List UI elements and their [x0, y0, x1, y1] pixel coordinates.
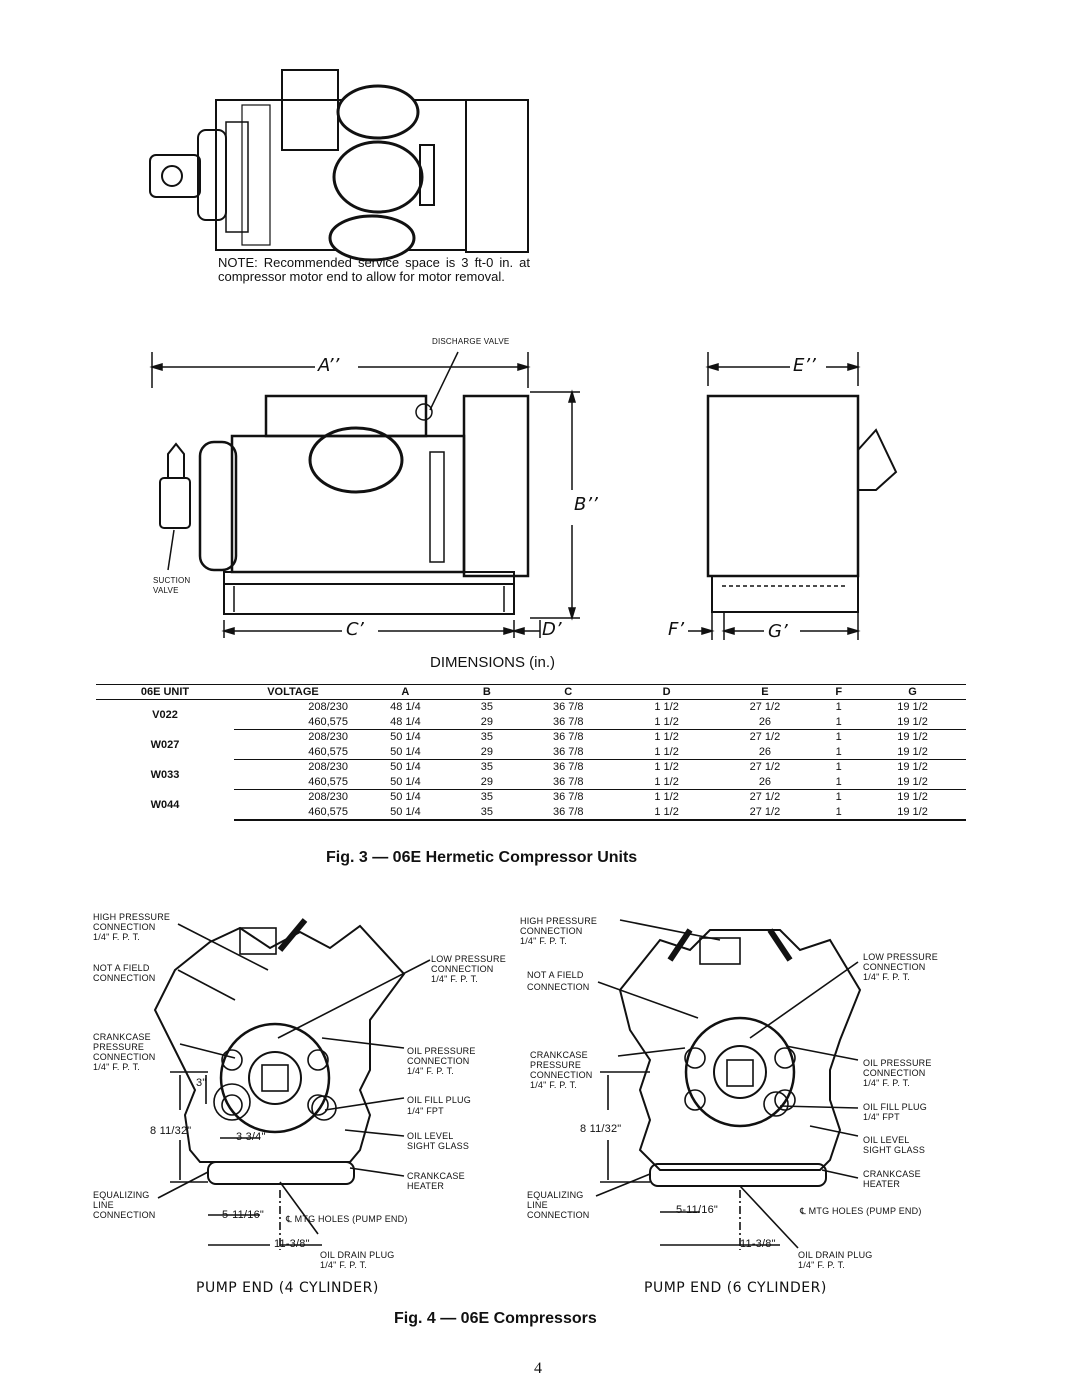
table-cell: 208/230	[308, 731, 348, 744]
table-cell: 50 1/4	[352, 775, 459, 790]
dim-g-label: G’	[768, 621, 788, 642]
p4-oil-drain-2: 1/4" F. P. T.	[320, 1260, 367, 1270]
p4-oil-pressure-2: CONNECTION	[407, 1056, 470, 1066]
p6-dim-11: 11-3/8"	[740, 1238, 776, 1250]
table-cell: 36 7/8	[515, 715, 622, 730]
table-cell: 460,575	[234, 805, 352, 821]
p4-oil-pressure-3: 1/4" F. P. T.	[407, 1066, 454, 1076]
unit-cell: W033	[150, 768, 180, 781]
table-cell: 1 1/2	[622, 805, 712, 821]
compressor-top-view-drawing	[0, 0, 1080, 260]
p6-oil-drain-1: OIL DRAIN PLUG	[798, 1250, 873, 1260]
fig3-caption: Fig. 3 — 06E Hermetic Compressor Units	[326, 849, 638, 866]
table-cell: 1	[835, 701, 842, 714]
p4-oil-level-2: SIGHT GLASS	[407, 1141, 470, 1151]
p4-crankcase-pressure-3: CONNECTION	[93, 1052, 156, 1062]
p6-mtg-holes: ℄ MTG HOLES (PUMP END)	[800, 1206, 922, 1216]
table-cell: 36 7/8	[515, 805, 622, 821]
table-cell: 27 1/2	[712, 805, 819, 821]
p6-crankcase-pressure-2: PRESSURE	[530, 1060, 582, 1070]
table-cell: 36 7/8	[515, 745, 622, 760]
suction-valve-label-1: SUCTION	[153, 576, 191, 585]
table-cell: 208/230	[308, 701, 348, 714]
p4-low-pressure-1: LOW PRESSURE	[431, 954, 506, 964]
dim-b-label: B’’	[574, 494, 598, 515]
table-cell: 19 1/2	[859, 715, 966, 730]
table-cell: 1	[818, 745, 859, 760]
p4-dim-3-3-4: 3 3/4"	[236, 1131, 266, 1143]
table-cell: 19 1/2	[859, 805, 966, 821]
p6-crankcase-pressure-3: CONNECTION	[530, 1070, 593, 1080]
table-cell: 1 1/2	[622, 745, 712, 760]
p6-crankcase-heater-2: HEATER	[863, 1179, 901, 1189]
p6-equalizing-2: LINE	[527, 1200, 548, 1210]
p6-oil-level-2: SIGHT GLASS	[863, 1145, 926, 1155]
p6-not-field-1: NOT A FIELD	[527, 970, 584, 980]
dim-a-label: A’’	[318, 355, 340, 376]
p4-crankcase-heater-2: HEATER	[407, 1181, 445, 1191]
p6-oil-fill-1: OIL FILL PLUG	[863, 1102, 927, 1112]
table-cell: 19 1/2	[897, 731, 928, 744]
suction-valve-label-2: VALVE	[153, 586, 179, 595]
p4-equalizing-3: CONNECTION	[93, 1210, 156, 1220]
table-cell: 29	[459, 745, 515, 760]
dim-c-label: C’	[346, 619, 364, 640]
p6-high-pressure-1: HIGH PRESSURE	[520, 916, 598, 926]
table-body	[96, 700, 966, 821]
table-cell: 50 1/4	[352, 805, 459, 821]
col-header: D	[622, 685, 712, 700]
table-cell: 36 7/8	[552, 701, 584, 714]
p4-oil-pressure-1: OIL PRESSURE	[407, 1046, 476, 1056]
p4-crankcase-pressure-1: CRANKCASE	[93, 1032, 151, 1042]
p4-dim-11: 11-3/8"	[274, 1238, 310, 1250]
col-header: E	[712, 685, 819, 700]
table-cell: 27 1/2	[749, 761, 781, 774]
p4-dim-5: 5-11/16"	[222, 1209, 264, 1221]
table-cell: 19 1/2	[897, 761, 928, 774]
table-cell: 48 1/4	[352, 715, 459, 730]
p4-low-pressure-2: CONNECTION	[431, 964, 494, 974]
col-header: F	[818, 685, 859, 700]
table-cell: 50 1/4	[390, 791, 421, 804]
p4-crankcase-pressure-2: PRESSURE	[93, 1042, 145, 1052]
table-cell: 1 1/2	[654, 761, 679, 774]
table-cell: 50 1/4	[352, 745, 459, 760]
p6-low-pressure-2: CONNECTION	[863, 962, 926, 972]
table-row	[96, 700, 966, 715]
p4-equalizing-2: LINE	[93, 1200, 114, 1210]
table-row	[96, 730, 966, 745]
unit-cell: W027	[150, 738, 180, 751]
p4-high-pressure-2: CONNECTION	[93, 922, 156, 932]
table-cell: 35	[459, 805, 515, 821]
table-cell: 27 1/2	[749, 791, 781, 804]
table-cell: 208/230	[308, 791, 348, 804]
p6-equalizing-3: CONNECTION	[527, 1210, 590, 1220]
p6-equalizing-1: EQUALIZING	[527, 1190, 584, 1200]
table-cell: 29	[459, 775, 515, 790]
table-cell: 36 7/8	[552, 761, 584, 774]
table-cell: 19 1/2	[897, 701, 928, 714]
p4-dim-8: 8 11/32"	[150, 1125, 192, 1137]
table-cell: 1	[835, 731, 842, 744]
p6-oil-pressure-2: CONNECTION	[863, 1068, 926, 1078]
p4-crankcase-pressure-4: 1/4" F. P. T.	[93, 1062, 140, 1072]
p4-dim-3: 3"	[196, 1077, 207, 1089]
p6-oil-drain-2: 1/4" F. P. T.	[798, 1260, 845, 1270]
table-cell: 19 1/2	[859, 775, 966, 790]
col-header: 06E UNIT	[96, 685, 234, 700]
col-header: C	[515, 685, 622, 700]
service-space-note: NOTE: Recommended service space is 3 ft-0 in. at compressor motor end to allow for motor removal.	[218, 255, 530, 284]
table-cell: 35	[480, 701, 493, 714]
p6-low-pressure-1: LOW PRESSURE	[863, 952, 938, 962]
p4-oil-drain-1: OIL DRAIN PLUG	[320, 1250, 395, 1260]
p6-oil-pressure-3: 1/4" F. P. T.	[863, 1078, 910, 1088]
p6-crankcase-heater-1: CRANKCASE	[863, 1169, 921, 1179]
table-cell: 27 1/2	[749, 731, 781, 744]
p6-oil-level-1: OIL LEVEL	[863, 1135, 910, 1145]
p6-high-pressure-3: 1/4" F. P. T.	[520, 936, 567, 946]
table-cell: 1	[818, 715, 859, 730]
p6-oil-pressure-1: OIL PRESSURE	[863, 1058, 932, 1068]
table-cell: 26	[712, 715, 819, 730]
table-cell: 1 1/2	[622, 715, 712, 730]
p6-dim-5: 5-11/16"	[676, 1204, 718, 1216]
p6-dim-8: 8 11/32"	[580, 1123, 622, 1135]
table-cell: 36 7/8	[552, 731, 584, 744]
col-header: VOLTAGE	[234, 685, 352, 700]
p6-high-pressure-2: CONNECTION	[520, 926, 583, 936]
dimensions-title: DIMENSIONS (in.)	[430, 654, 556, 671]
col-header: B	[459, 685, 515, 700]
table-row	[96, 790, 966, 805]
table-cell: 19 1/2	[897, 791, 928, 804]
p6-oil-fill-2: 1/4" FPT	[863, 1112, 900, 1122]
table-cell: 208/230	[308, 761, 348, 774]
table-cell: 1 1/2	[654, 731, 679, 744]
unit-cell: V022	[152, 708, 178, 721]
p4-high-pressure-3: 1/4" F. P. T.	[93, 932, 140, 942]
pump-end-4-caption: PUMP END (4 CYLINDER)	[196, 1280, 379, 1296]
table-cell: 1 1/2	[622, 775, 712, 790]
table-cell: 27 1/2	[749, 701, 781, 714]
table-cell: 35	[480, 761, 493, 774]
p4-high-pressure-1: HIGH PRESSURE	[93, 912, 171, 922]
table-cell: 460,575	[234, 745, 352, 760]
table-cell: 26	[712, 745, 819, 760]
p4-oil-level-1: OIL LEVEL	[407, 1131, 454, 1141]
table-cell: 460,575	[234, 715, 352, 730]
p4-not-field-1: NOT A FIELD	[93, 963, 150, 973]
table-header-row	[96, 685, 966, 700]
table-cell: 35	[480, 731, 493, 744]
p4-oil-fill-1: OIL FILL PLUG	[407, 1095, 471, 1105]
p4-mtg-holes: ℄ MTG HOLES (PUMP END)	[286, 1214, 408, 1224]
p4-low-pressure-3: 1/4" F. P. T.	[431, 974, 478, 984]
table-cell: 1	[818, 805, 859, 821]
table-cell: 1	[835, 761, 842, 774]
table-cell: 50 1/4	[390, 761, 421, 774]
table-cell: 19 1/2	[859, 745, 966, 760]
unit-cell: W044	[150, 798, 180, 811]
table-cell: 36 7/8	[515, 775, 622, 790]
p6-crankcase-pressure-4: 1/4" F. P. T.	[530, 1080, 577, 1090]
fig4-caption: Fig. 4 — 06E Compressors	[394, 1310, 597, 1327]
table-cell: 36 7/8	[552, 791, 584, 804]
p4-not-field-2: CONNECTION	[93, 973, 156, 983]
p6-low-pressure-3: 1/4" F. P. T.	[863, 972, 910, 982]
table-cell: 460,575	[234, 775, 352, 790]
p6-not-field-2: CONNECTION	[527, 982, 590, 992]
table-cell: 29	[459, 715, 515, 730]
table-cell: 26	[712, 775, 819, 790]
p6-crankcase-pressure-1: CRANKCASE	[530, 1050, 588, 1060]
pump-end-6-cylinder-drawing	[540, 900, 1080, 1300]
table-cell: 48 1/4	[390, 701, 421, 714]
p4-oil-fill-2: 1/4" FPT	[407, 1106, 444, 1116]
pump-end-6-caption: PUMP END (6 CYLINDER)	[644, 1280, 827, 1296]
table-cell: 1	[818, 775, 859, 790]
table-cell: 1 1/2	[654, 701, 679, 714]
discharge-valve-label: DISCHARGE VALVE	[432, 337, 510, 346]
page-number: 4	[534, 1360, 542, 1377]
table-cell: 50 1/4	[390, 731, 421, 744]
dim-e-label: E’’	[793, 355, 816, 376]
dim-d-label: D’	[542, 619, 562, 640]
p4-crankcase-heater-1: CRANKCASE	[407, 1171, 465, 1181]
p4-equalizing-1: EQUALIZING	[93, 1190, 150, 1200]
table-cell: 1 1/2	[654, 791, 679, 804]
table-row	[96, 760, 966, 775]
table-cell: 35	[480, 791, 493, 804]
dimensions-table	[96, 684, 966, 821]
compressor-side-view-drawing	[0, 330, 1080, 670]
col-header: G	[859, 685, 966, 700]
col-header: A	[352, 685, 459, 700]
table-cell: 1	[835, 791, 842, 804]
dim-f-label: F’	[668, 619, 685, 640]
